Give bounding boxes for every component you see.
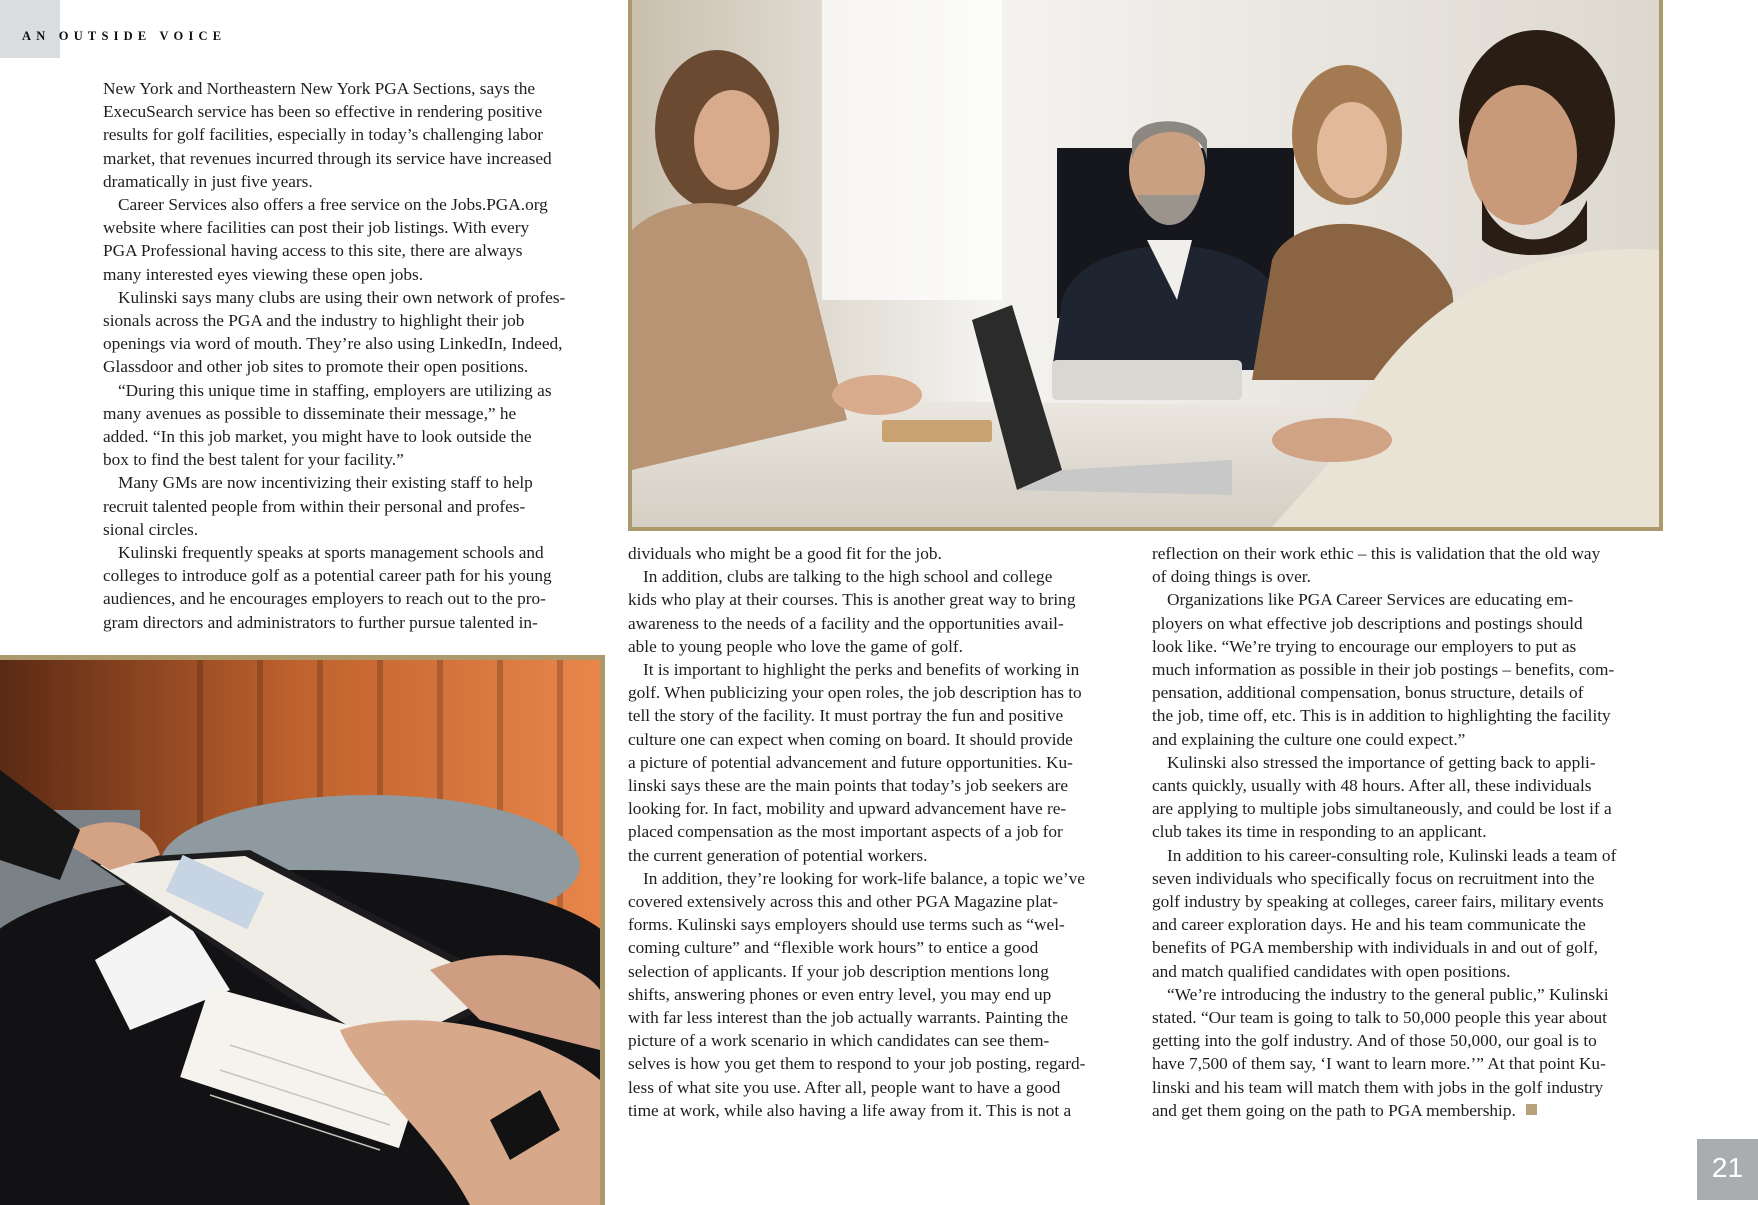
paragraph: Many GMs are now incentivizing their existing staff to help recruit talented people from within their personal and profes- sional circles. — [103, 473, 533, 539]
article-column-1 — [103, 77, 608, 634]
paragraph: Career Services also offers a free service on the Jobs.PGA.org website where facilities can post their job listings. With every PGA Professional having access to this site, there are always many interested eyes viewing these open jobs. — [103, 195, 548, 284]
paragraph: Organizations like PGA Career Services are educating em- ployers on what effective job descriptions and postings should look like. “We’re trying to encourage our employers to put as much information as possible in their job postings – benefits, com- pensation, additional compensation, bonus structure, details of the job, time off, etc. This is in addition to highlighting the facility and explaining the culture one could expect.” — [1152, 590, 1615, 749]
paragraph: In addition to his career-consulting role, Kulinski leads a team of seven individuals who specifically focus on recruitment into the golf industry by speaking at colleges, career fairs, military events and career exploration days. He and his team communicate the benefits of PGA membership with individuals in and out of golf, and match qualified candidates with open positions. — [1152, 845, 1617, 981]
paragraph: dividuals who might be a good fit for the job. — [628, 544, 942, 563]
page-number: 21 — [1711, 1152, 1744, 1183]
paragraph: Kulinski also stressed the importance of getting back to appli- cants quickly, usually with 48 hours. After all, these individuals are applying to multiple jobs simultaneously, and could be lost if a club takes its time in responding to an applicant. — [1152, 752, 1612, 842]
paragraph: New York and Northeastern New York PGA Sections, says the ExecuSearch service has been so effective in rendering positive results for golf facilities, especially in today’s challenging labor market, that revenues incurred through its service have increased dramatically in just five years. — [103, 79, 552, 191]
page-number-box — [1697, 1139, 1758, 1200]
paragraph: It is important to highlight the perks and benefits of working in golf. When publicizing your open roles, the job description has to tell the story of the facility. It must portray the fun and positive culture one can expect when coming on board. It should provide a picture of potential advancement and future opportunities. Ku- linski says these are the main points that today’s job seekers are looking for. In fact, mobility and upward advancement have re- placed compensation as the most important aspects of a job for the current generation of potential workers. — [628, 660, 1082, 865]
paragraph: In addition, they’re looking for work-life balance, a topic we’ve covered extensively across this and other PGA Magazine plat- forms. Kulinski says employers should use terms such as “wel- coming culture” and “flexible work hours” to entice a good selection of applicants. If your job description mentions long shifts, answering phones or even entry level, you may end up with far less interest than the job actually warrants. Painting the picture of a work scenario in which candidates can see them- selves is how you get them to respond to your job posting, regard- less of what site you use. After all, people want to have a good time at work, while also having a life away from it. This is not a — [628, 868, 1086, 1120]
office-meeting-photo — [628, 0, 1663, 531]
section-label: AN OUTSIDE VOICE — [22, 29, 227, 43]
paragraph: “We’re introducing the industry to the general public,” Kulinski stated. “Our team is going to talk to 50,000 people this year about getting into the golf industry. And of those 50,000, our goal is to have 7,500 of them say, ‘I want to learn more.’” At that point Ku- linski and his team will match them with jobs in the golf industry and get them going on the path to PGA membership. — [1152, 984, 1609, 1120]
paragraph: Kulinski says many clubs are using their own network of profes- sionals across the PGA and the industry to highlight their job openings via word of mouth. They’re also using LinkedIn, Indeed, Glassdoor and other job sites to promote their open positions. — [103, 287, 566, 377]
paragraph: reflection on their work ethic – this is validation that the old way of doing things is over. — [1152, 544, 1601, 587]
article-column-2 — [628, 542, 1133, 1122]
paragraph: Kulinski frequently speaks at sports management schools and colleges to introduce golf as a potential career path for his young audiences, and he encourages employers to reach out to the pro- gram directors and administrators to further pursue talented in- — [103, 543, 552, 632]
clipboard-handover-photo — [0, 655, 605, 1205]
end-of-article-mark — [1526, 1104, 1537, 1115]
paragraph: In addition, clubs are talking to the high school and college kids who play at their courses. This is another great way to bring awareness to the needs of a facility and the opportunities avail- able to young people who love the game of golf. — [628, 567, 1076, 656]
paragraph: “During this unique time in staffing, employers are utilizing as many avenues as possible to disseminate their message,” he added. “In this job market, you might have to look outside the box to find the best talent for your facility.” — [103, 380, 552, 470]
article-column-3 — [1152, 542, 1657, 1122]
